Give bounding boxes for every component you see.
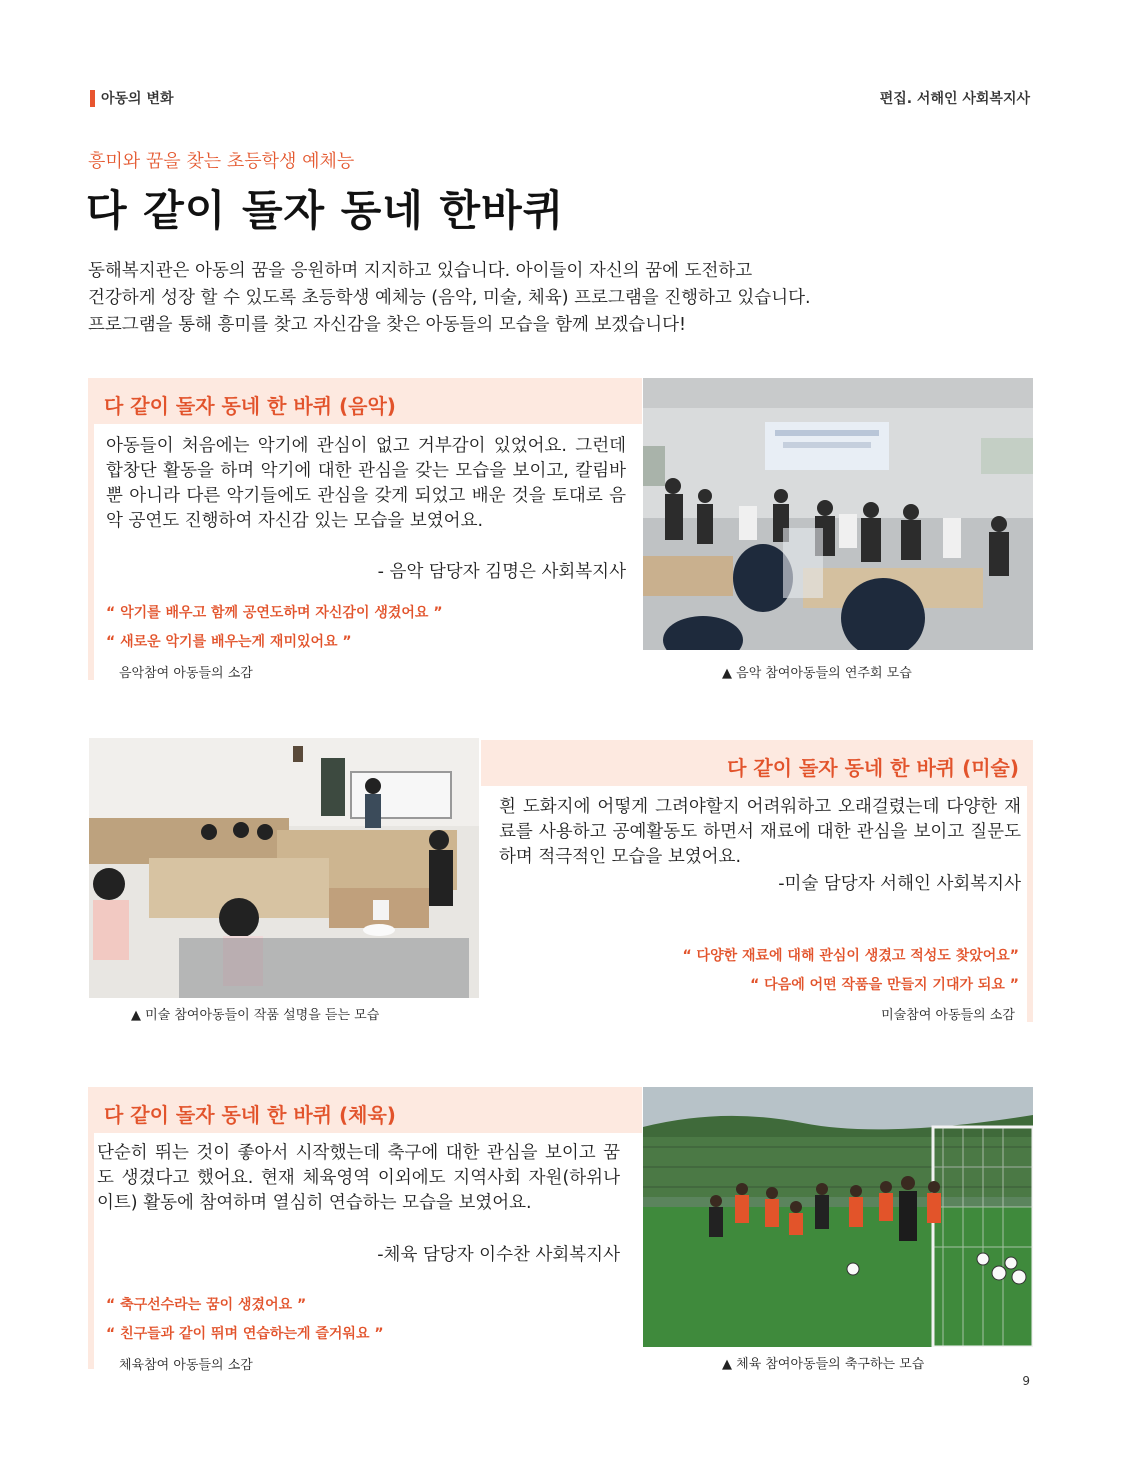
art-section-title: 다 같이 돌자 동네 한 바퀴 (미술) xyxy=(727,756,1019,780)
music-description: 아동들이 처음에는 악기에 관심이 없고 거부감이 있었어요. 그런데 합창단 활동을 하며 악기에 대한 관심을 갖는 모습을 보이고, 칼림바 뿐 아니라 다른 악기들에도 관심을 갖게 되었고 배운 것을 토대로 음악 공연도 진행하여 자신감 있는 모습을 보였어요. xyxy=(106,436,626,531)
section-label xyxy=(90,88,174,108)
sports-quote: “ 친구들과 같이 뛰며 연습하는게 즐거워요 ” xyxy=(106,1326,384,1342)
sports-signature: -체육 담당자 이수찬 사회복지사 xyxy=(377,1245,620,1265)
art-photo-caption: ▲ 미술 참여아동들이 작품 설명을 듣는 모습 xyxy=(131,1008,380,1023)
article-subtitle: 흥미와 꿈을 찾는 초등학생 예체능 xyxy=(88,151,355,172)
sports-side-band xyxy=(88,1133,94,1369)
art-description: 흰 도화지에 어떻게 그려야할지 어려워하고 오래걸렸는데 다양한 재료를 사용하고 공예활동도 하면서 재료에 대한 관심을 보이고 질문도하며 적극적인 모습을 보였어요. xyxy=(499,797,1021,867)
music-concert-photo xyxy=(643,378,1033,650)
art-class-photo xyxy=(89,738,479,998)
art-quote: “ 다양한 재료에 대해 관심이 생겼고 적성도 찾았어요” xyxy=(682,948,1019,964)
sports-soccer-photo xyxy=(643,1087,1033,1347)
art-quote: “ 다음에 어떤 작품을 만들지 기대가 되요 ” xyxy=(750,977,1019,993)
music-quote: “ 악기를 배우고 함께 공연도하며 자신감이 생겼어요 ” xyxy=(106,605,443,621)
music-section-title: 다 같이 돌자 동네 한 바퀴 (음악) xyxy=(104,394,396,418)
music-side-band xyxy=(88,424,94,680)
art-signature: -미술 담당자 서해인 사회복지사 xyxy=(778,874,1021,894)
music-photo-caption: ▲ 음악 참여아동들의 연주회 모습 xyxy=(722,666,912,681)
music-signature: - 음악 담당자 김명은 사회복지사 xyxy=(377,562,626,582)
music-quote: “ 새로운 악기를 배우는게 재미있어요 ” xyxy=(106,634,352,650)
intro-line: 건강하게 성장 할 수 있도록 초등학생 예체능 (음악, 미술, 체육) 프로그램을 진행하고 있습니다. xyxy=(88,288,811,308)
sports-photo-caption: ▲ 체육 참여아동들의 축구하는 모습 xyxy=(722,1357,925,1372)
sports-quote: “ 축구선수라는 꿈이 생겼어요 ” xyxy=(106,1297,307,1313)
intro-line: 프로그램을 통해 흥미를 찾고 자신감을 찾은 아동들의 모습을 함께 보겠습니다! xyxy=(88,315,687,335)
article-title: 다 같이 돌자 동네 한바퀴 xyxy=(86,186,565,235)
art-side-band xyxy=(1027,786,1033,1022)
intro-paragraph xyxy=(88,258,988,339)
sports-section-title: 다 같이 돌자 동네 한 바퀴 (체육) xyxy=(104,1103,396,1127)
section-marker xyxy=(90,90,95,107)
intro-line: 동해복지관은 아동의 꿈을 응원하며 지지하고 있습니다. 아이들이 자신의 꿈에 도전하고 xyxy=(88,261,753,281)
editor-credit: 편집. 서해인 사회복지사 xyxy=(879,91,1030,107)
section-name: 아동의 변화 xyxy=(101,91,174,107)
music-feedback-label: 음악참여 아동들의 소감 xyxy=(119,666,253,681)
sports-description: 단순히 뛰는 것이 좋아서 시작했는데 축구에 대한 관심을 보이고 꿈도 생겼다고 했어요. 현재 체육영역 이외에도 지역사회 자원(하위나이트) 활동에 참여하며 열심히 연습하는 모습을 보였어요. xyxy=(97,1143,620,1213)
page-number: 9 xyxy=(1022,1374,1030,1388)
art-feedback-label: 미술참여 아동들의 소감 xyxy=(881,1008,1015,1023)
sports-feedback-label: 체육참여 아동들의 소감 xyxy=(119,1358,253,1373)
